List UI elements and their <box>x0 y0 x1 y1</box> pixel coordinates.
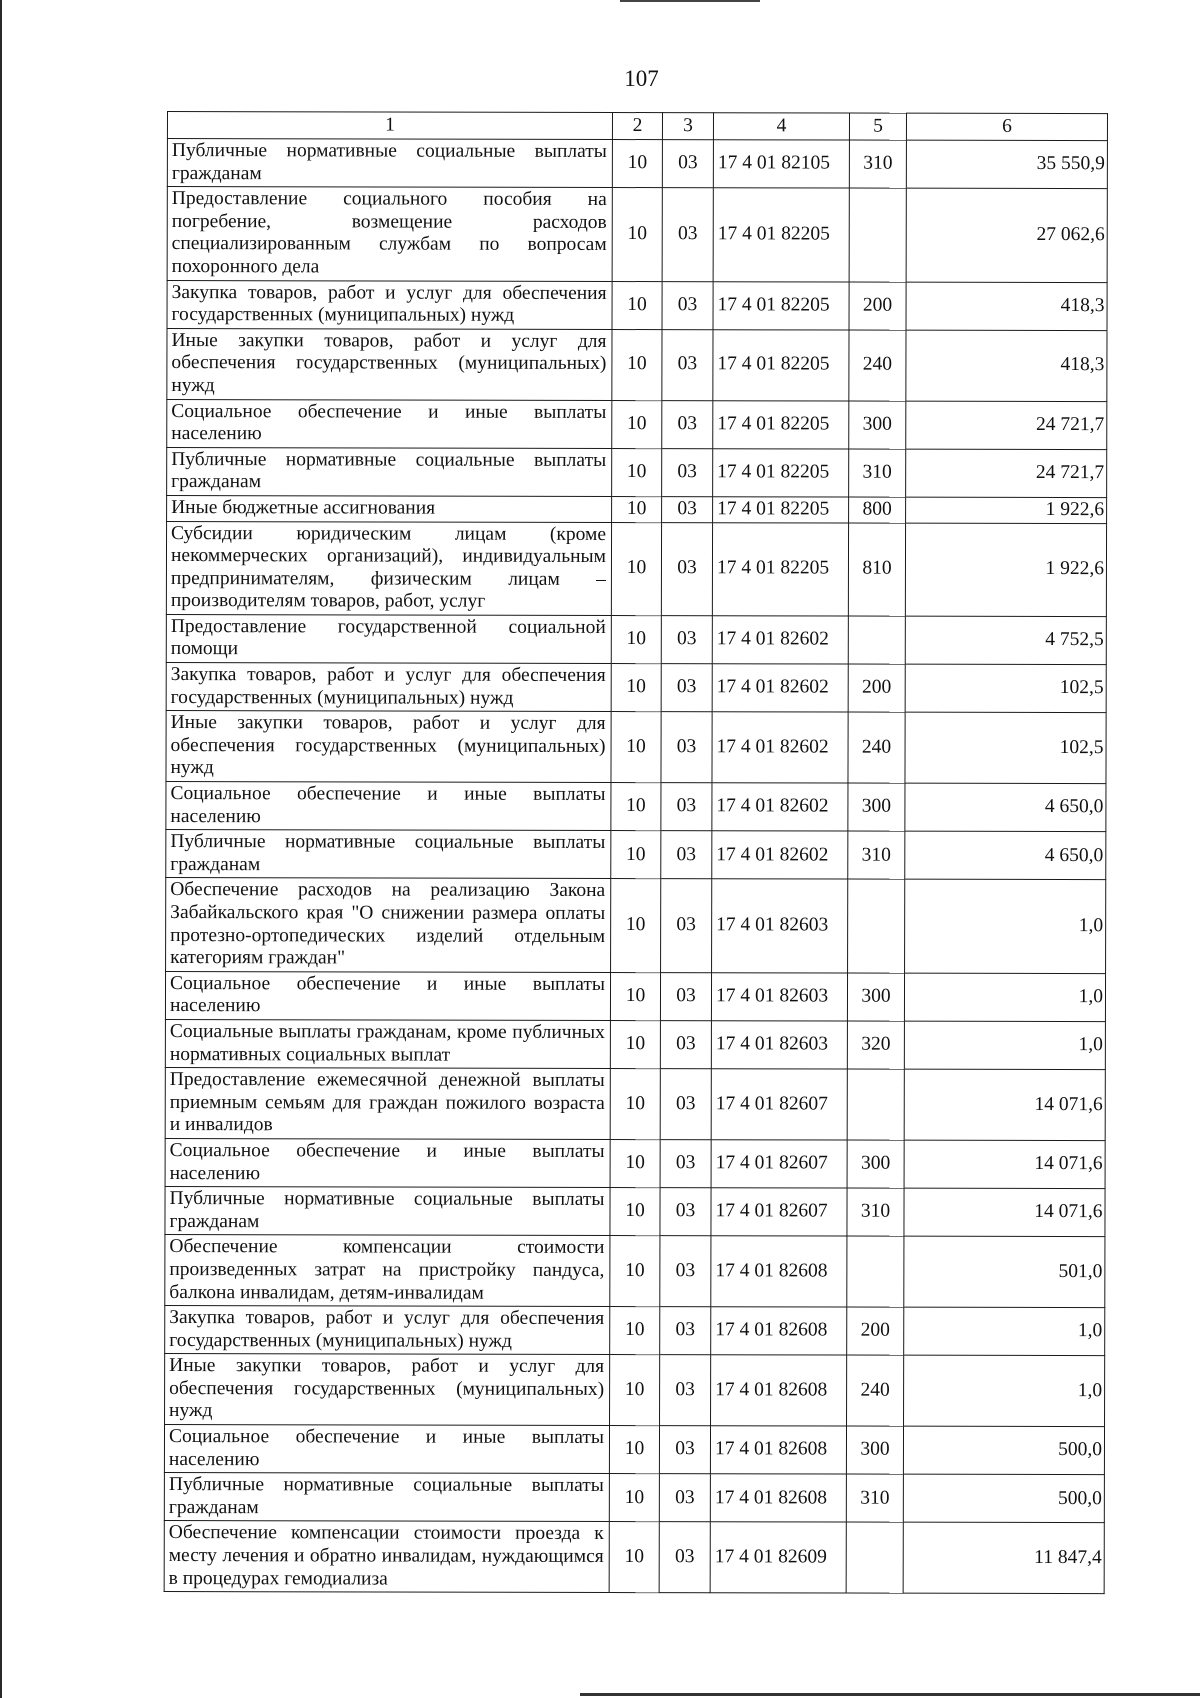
row-name-cell: Публичные нормативные социальные выплаты гражданам <box>165 1187 610 1236</box>
table-row <box>166 711 1106 784</box>
row-name-cell: Предоставление государственной социальной помощи <box>166 614 611 663</box>
scan-edge-bottom <box>580 1693 1200 1696</box>
row-name-cell: Иные закупки товаров, работ и услуг для обеспечения государственных (муниципальных) нужд <box>167 328 612 400</box>
row-expense-type-cell: 240 <box>848 712 905 783</box>
table-body <box>164 139 1107 1594</box>
table-row <box>166 614 1106 664</box>
row-section-cell: 10 <box>611 664 661 712</box>
row-name-cell: Закупка товаров, работ и услуг для обеспечения государственных (муниципальных) нужд <box>166 663 611 712</box>
row-subsection-cell: 03 <box>662 281 713 329</box>
row-section-cell: 10 <box>611 522 661 615</box>
row-expense-type-cell: 310 <box>849 449 906 497</box>
row-expense-type-cell: 300 <box>847 973 904 1021</box>
column-header: 4 <box>713 113 849 140</box>
row-section-cell: 10 <box>610 1020 660 1068</box>
row-amount-cell: 4 650,0 <box>905 783 1106 832</box>
table-row <box>167 139 1107 189</box>
row-subsection-cell: 03 <box>661 831 712 879</box>
row-name-cell: Публичные нормативные социальные выплаты гражданам <box>164 1473 609 1522</box>
table-row <box>165 1235 1105 1308</box>
row-name-cell: Обеспечение компенсации стоимости произведенных затрат на пристройку пандуса, балкона инвалидам, детям-инвалидам <box>165 1235 610 1307</box>
row-subsection-cell: 03 <box>662 188 713 281</box>
row-amount-cell: 1,0 <box>905 880 1106 974</box>
row-name-cell: Социальное обеспечение и иные выплаты населению <box>167 399 612 448</box>
header-row <box>167 112 1107 141</box>
row-expense-type-cell <box>848 879 905 973</box>
row-section-cell: 10 <box>610 1236 660 1307</box>
row-target-code-cell: 17 4 01 82607 <box>711 1188 847 1236</box>
row-expense-type-cell: 300 <box>848 783 905 831</box>
row-subsection-cell: 03 <box>660 1307 711 1355</box>
row-target-code-cell: 17 4 01 82205 <box>713 400 849 448</box>
row-target-code-cell: 17 4 01 82602 <box>712 831 848 879</box>
row-expense-type-cell: 310 <box>846 1474 903 1522</box>
row-section-cell: 10 <box>612 400 662 448</box>
row-subsection-cell: 03 <box>662 400 713 448</box>
row-target-code-cell: 17 4 01 82608 <box>710 1474 846 1522</box>
row-target-code-cell: 17 4 01 82603 <box>712 879 848 973</box>
row-subsection-cell: 03 <box>662 448 713 496</box>
row-subsection-cell: 03 <box>661 522 712 615</box>
row-section-cell: 10 <box>611 879 661 972</box>
row-name-cell: Закупка товаров, работ и услуг для обеспечения государственных (муниципальных) нужд <box>165 1306 610 1355</box>
table-header <box>167 112 1107 141</box>
column-header: 5 <box>849 113 906 140</box>
row-amount-cell: 14 071,6 <box>904 1140 1105 1189</box>
row-amount-cell: 102,5 <box>905 664 1106 713</box>
row-target-code-cell: 17 4 01 82205 <box>713 329 849 400</box>
row-section-cell: 10 <box>610 1139 660 1187</box>
row-name-cell: Иные закупки товаров, работ и услуг для обеспечения государственных (муниципальных) нужд <box>165 1354 610 1426</box>
row-name-cell: Иные закупки товаров, работ и услуг для обеспечения государственных (муниципальных) нужд <box>166 711 611 783</box>
row-subsection-cell: 03 <box>662 329 713 400</box>
table-row <box>164 1521 1104 1594</box>
row-subsection-cell: 03 <box>661 783 712 831</box>
row-section-cell: 10 <box>612 329 662 400</box>
row-section-cell: 10 <box>611 831 661 879</box>
row-expense-type-cell: 300 <box>847 1140 904 1188</box>
row-expense-type-cell: 800 <box>849 497 906 523</box>
row-subsection-cell: 03 <box>662 497 713 523</box>
row-subsection-cell: 03 <box>659 1522 710 1593</box>
table-row <box>164 1473 1104 1523</box>
row-amount-cell: 24 721,7 <box>906 401 1107 450</box>
row-name-cell: Публичные нормативные социальные выплаты гражданам <box>167 447 612 496</box>
row-subsection-cell: 03 <box>660 1236 711 1307</box>
row-amount-cell: 500,0 <box>903 1474 1104 1523</box>
row-expense-type-cell: 310 <box>848 831 905 879</box>
table-row <box>166 830 1106 880</box>
row-amount-cell: 27 062,6 <box>906 188 1107 282</box>
scan-edge-left <box>0 0 2 1698</box>
row-section-cell: 10 <box>612 188 662 281</box>
table-row <box>167 280 1107 330</box>
row-section-cell: 10 <box>611 783 661 831</box>
row-target-code-cell: 17 4 01 82608 <box>711 1355 847 1426</box>
row-subsection-cell: 03 <box>660 1140 711 1188</box>
row-target-code-cell: 17 4 01 82608 <box>710 1426 846 1474</box>
row-section-cell: 10 <box>610 1307 660 1355</box>
table-row <box>166 663 1106 713</box>
row-target-code-cell: 17 4 01 82603 <box>711 973 847 1021</box>
row-name-cell: Социальные выплаты гражданам, кроме публичных нормативных социальных выплат <box>165 1019 610 1068</box>
row-amount-cell: 102,5 <box>905 712 1106 783</box>
row-amount-cell: 24 721,7 <box>906 449 1107 498</box>
row-amount-cell: 1 922,6 <box>905 523 1106 617</box>
table-row <box>165 1019 1105 1069</box>
table-row <box>165 1187 1105 1237</box>
row-amount-cell: 1 922,6 <box>906 497 1107 523</box>
row-section-cell: 10 <box>610 1355 660 1426</box>
row-name-cell: Социальное обеспечение и иные выплаты населению <box>166 782 611 831</box>
row-target-code-cell: 17 4 01 82608 <box>711 1307 847 1355</box>
page-number: 107 <box>624 66 659 91</box>
table-row <box>165 1354 1105 1427</box>
row-amount-cell: 418,3 <box>906 282 1107 331</box>
table-row <box>165 1306 1105 1356</box>
table-row <box>167 187 1107 283</box>
row-target-code-cell: 17 4 01 82602 <box>712 664 848 712</box>
row-amount-cell: 1,0 <box>904 1021 1105 1070</box>
row-amount-cell: 4 650,0 <box>905 831 1106 880</box>
row-name-cell: Социальное обеспечение и иные выплаты населению <box>164 1425 609 1474</box>
row-target-code-cell: 17 4 01 82609 <box>710 1522 846 1593</box>
row-name-cell: Социальное обеспечение и иные выплаты населению <box>165 971 610 1020</box>
row-section-cell: 10 <box>612 281 662 329</box>
table-row <box>167 495 1107 523</box>
table-row <box>165 1138 1105 1188</box>
row-section-cell: 10 <box>609 1426 659 1474</box>
row-section-cell: 10 <box>610 972 660 1020</box>
row-expense-type-cell <box>847 1236 904 1307</box>
row-target-code-cell: 17 4 01 82602 <box>712 712 848 783</box>
table-row <box>167 328 1107 401</box>
row-section-cell: 10 <box>610 1069 660 1140</box>
row-expense-type-cell <box>848 616 905 664</box>
row-section-cell: 10 <box>610 1188 660 1236</box>
row-section-cell: 10 <box>612 496 662 522</box>
row-target-code-cell: 17 4 01 82608 <box>711 1236 847 1307</box>
row-subsection-cell: 03 <box>660 1069 711 1140</box>
row-amount-cell: 418,3 <box>906 330 1107 401</box>
row-target-code-cell: 17 4 01 82205 <box>713 448 849 496</box>
row-name-cell: Предоставление социального пособия на погребение, возмещение расходов специализированным службам по вопросам похоронного дела <box>167 187 612 281</box>
row-subsection-cell: 03 <box>660 1188 711 1236</box>
row-name-cell: Социальное обеспечение и иные выплаты населению <box>165 1138 610 1187</box>
row-amount-cell: 14 071,6 <box>904 1188 1105 1237</box>
row-subsection-cell: 03 <box>662 140 713 188</box>
row-subsection-cell: 03 <box>661 879 712 972</box>
row-amount-cell: 1,0 <box>904 973 1105 1022</box>
row-expense-type-cell: 240 <box>847 1355 904 1426</box>
row-expense-type-cell: 810 <box>848 523 905 617</box>
row-expense-type-cell: 300 <box>846 1426 903 1474</box>
row-name-cell: Иные бюджетные ассигнования <box>167 495 612 522</box>
row-subsection-cell: 03 <box>661 615 712 663</box>
row-expense-type-cell: 200 <box>849 282 906 330</box>
row-amount-cell: 4 752,5 <box>905 616 1106 665</box>
row-name-cell: Предоставление ежемесячной денежной выплаты приемным семьям для граждан пожилого возраста и инвалидов <box>165 1068 610 1140</box>
column-header: 2 <box>612 113 662 140</box>
row-target-code-cell: 17 4 01 82607 <box>711 1140 847 1188</box>
row-amount-cell: 1,0 <box>904 1307 1105 1356</box>
row-amount-cell: 35 550,9 <box>906 140 1107 189</box>
row-target-code-cell: 17 4 01 82105 <box>713 140 849 188</box>
budget-table-container <box>164 111 1107 1594</box>
row-target-code-cell: 17 4 01 82602 <box>712 616 848 664</box>
row-expense-type-cell: 240 <box>849 330 906 401</box>
budget-table <box>164 111 1108 1594</box>
row-section-cell: 10 <box>609 1474 659 1522</box>
table-row <box>164 1425 1104 1475</box>
row-name-cell: Публичные нормативные социальные выплаты гражданам <box>166 830 611 879</box>
row-subsection-cell: 03 <box>660 1021 711 1069</box>
row-target-code-cell: 17 4 01 82205 <box>712 522 848 616</box>
row-target-code-cell: 17 4 01 82603 <box>711 1021 847 1069</box>
row-name-cell: Публичные нормативные социальные выплаты гражданам <box>167 139 612 188</box>
table-row <box>165 971 1105 1021</box>
row-section-cell: 10 <box>609 1522 659 1593</box>
row-expense-type-cell: 200 <box>848 664 905 712</box>
row-name-cell: Закупка товаров, работ и услуг для обеспечения государственных (муниципальных) нужд <box>167 280 612 329</box>
row-expense-type-cell: 320 <box>847 1021 904 1069</box>
row-expense-type-cell <box>846 1522 903 1593</box>
row-target-code-cell: 17 4 01 82205 <box>713 497 849 523</box>
row-amount-cell: 11 847,4 <box>903 1523 1104 1594</box>
row-expense-type-cell: 300 <box>849 401 906 449</box>
row-name-cell: Субсидии юридическим лицам (кроме некоммерческих организаций), индивидуальным предпринимателям, физическим лицам – производителям товаров, работ, услуг <box>166 521 611 615</box>
row-name-cell: Обеспечение расходов на реализацию Закона Забайкальского края "О снижении размера оплаты протезно-ортопедических изделий отдельным категориям граждан" <box>166 878 611 972</box>
table-row <box>166 878 1106 974</box>
row-section-cell: 10 <box>611 615 661 663</box>
scan-edge-top <box>620 0 760 2</box>
row-amount-cell: 1,0 <box>904 1355 1105 1426</box>
row-expense-type-cell: 310 <box>849 140 906 188</box>
row-amount-cell: 501,0 <box>904 1236 1105 1307</box>
row-expense-type-cell: 310 <box>847 1188 904 1236</box>
column-header: 3 <box>662 113 713 140</box>
row-section-cell: 10 <box>612 140 662 188</box>
row-expense-type-cell <box>847 1069 904 1140</box>
row-name-cell: Обеспечение компенсации стоимости проезда к месту лечения и обратно инвалидам, нуждающимся в процедурах гемодиализа <box>164 1521 609 1593</box>
column-header: 1 <box>167 112 612 140</box>
row-expense-type-cell <box>849 188 906 282</box>
row-amount-cell: 14 071,6 <box>904 1069 1105 1140</box>
table-row <box>167 447 1107 497</box>
row-expense-type-cell: 200 <box>847 1307 904 1355</box>
row-target-code-cell: 17 4 01 82602 <box>712 783 848 831</box>
row-amount-cell: 500,0 <box>903 1426 1104 1475</box>
row-target-code-cell: 17 4 01 82607 <box>711 1069 847 1140</box>
row-section-cell: 10 <box>611 712 661 783</box>
row-section-cell: 10 <box>612 448 662 496</box>
column-header: 6 <box>906 113 1107 140</box>
row-target-code-cell: 17 4 01 82205 <box>713 281 849 329</box>
table-row <box>166 782 1106 832</box>
table-row <box>165 1068 1105 1141</box>
row-subsection-cell: 03 <box>659 1426 710 1474</box>
row-subsection-cell: 03 <box>660 1355 711 1426</box>
row-subsection-cell: 03 <box>661 712 712 783</box>
row-subsection-cell: 03 <box>659 1474 710 1522</box>
table-row <box>166 521 1106 617</box>
row-subsection-cell: 03 <box>660 972 711 1020</box>
table-row <box>167 399 1107 449</box>
row-subsection-cell: 03 <box>661 664 712 712</box>
row-target-code-cell: 17 4 01 82205 <box>713 188 849 282</box>
